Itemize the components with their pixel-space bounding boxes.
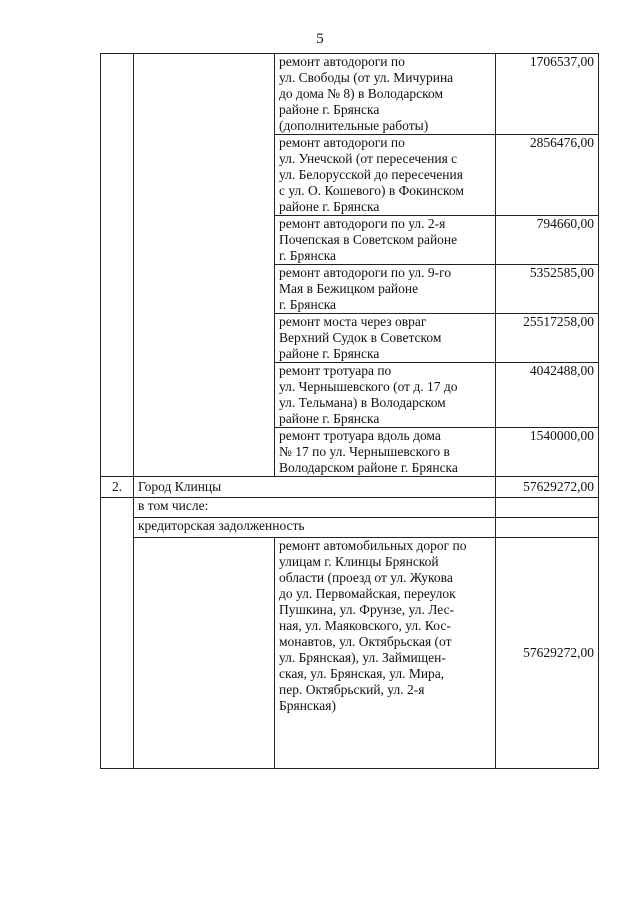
town-name: Город Клинцы <box>134 477 496 498</box>
amount-cell <box>496 498 599 518</box>
description-text: ремонт автодороги по ул. 9-го Мая в Бежицком районе г. Брянска <box>279 265 452 312</box>
amount-cell: 1540000,00 <box>496 428 599 477</box>
table-row <box>101 54 599 135</box>
description-cell <box>275 216 496 265</box>
amount-cell: 1706537,00 <box>496 54 599 135</box>
town-amount: 57629272,00 <box>496 477 599 498</box>
name-cell <box>134 538 275 769</box>
description-cell <box>275 538 496 769</box>
including-row <box>101 498 599 518</box>
description-text: ремонт тротуара по ул. Чернышевского (от д. 17 до ул. Тельмана) в Володарском районе г. Брянска <box>279 363 458 426</box>
description-cell <box>275 314 496 363</box>
amount-cell: 794660,00 <box>496 216 599 265</box>
description-cell <box>275 265 496 314</box>
amount-cell: 4042488,00 <box>496 363 599 428</box>
description-text: ремонт моста через овраг Верхний Судок в Советском районе г. Брянска <box>279 314 442 361</box>
town-row <box>101 477 599 498</box>
amount-cell: 57629272,00 <box>496 538 599 769</box>
including-label: в том числе: <box>134 498 496 518</box>
description-text: ремонт автомобильных дорог по улицам г. Клинцы Брянской области (проезд от ул. Жукова до ул. Первомайская, переулок Пушкина, ул. Фрунзе, ул. Лес- ная, ул. Маяковского, ул. Кос- монавтов, ул. Октябрьская (от ул. Брянская), ул. Займищен- ская, ул. Брянская, ул. Мира, пер. Октябрьский, ул. 2-я Брянская) <box>279 538 467 713</box>
amount-cell: 25517258,00 <box>496 314 599 363</box>
amount-cell: 2856476,00 <box>496 135 599 216</box>
description-text: ремонт автодороги по ул. Унечской (от пересечения с ул. Белорусской до пересечения с ул. О. Кошевого) в Фокинском районе г. Брянска <box>279 135 464 214</box>
description-text: ремонт автодороги по ул. 2-я Почепская в Советском районе г. Брянска <box>279 216 458 263</box>
amount-cell: 5352585,00 <box>496 265 599 314</box>
debt-label: кредиторская задолженность <box>134 518 496 538</box>
debt-row <box>101 518 599 538</box>
description-text: ремонт автодороги по ул. Свободы (от ул. Мичурина до дома № 8) в Володарском районе г. Брянска (дополнительные работы) <box>279 54 454 133</box>
page-number: 5 <box>316 31 324 47</box>
description-cell <box>275 428 496 477</box>
description-cell <box>275 363 496 428</box>
number-cell <box>101 54 134 477</box>
name-cell <box>134 54 275 477</box>
number-cell <box>101 498 134 769</box>
description-text: ремонт тротуара вдоль дома № 17 по ул. Чернышевского в Володарском районе г. Брянска <box>279 428 458 475</box>
table-row <box>101 538 599 769</box>
amount-cell <box>496 518 599 538</box>
town-number: 2. <box>101 477 134 498</box>
description-cell <box>275 54 496 135</box>
description-cell <box>275 135 496 216</box>
budget-table <box>100 53 599 769</box>
